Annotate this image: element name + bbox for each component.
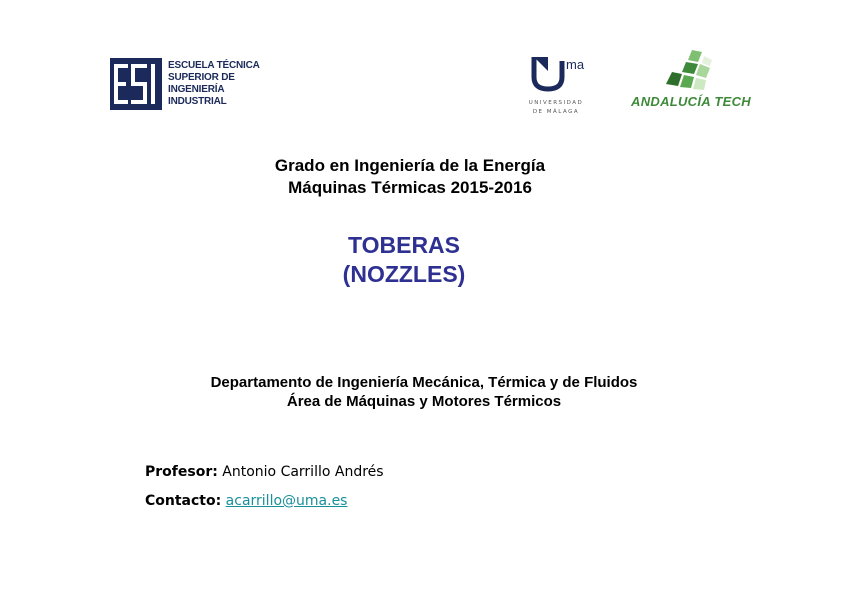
contact-email-link[interactable]: acarrillo@uma.es: [225, 493, 348, 509]
uma-mark-icon: [526, 55, 586, 95]
professor-name: Antonio Carrillo Andrés: [222, 464, 384, 480]
andalucia-tech-text: ANDALUCÍA TECH: [631, 94, 751, 109]
department-line: Departamento de Ingeniería Mecánica, Térmica y de Fluidos: [210, 374, 638, 391]
topic-title-main: TOBERAS: [347, 232, 461, 258]
svg-text:ma: ma: [566, 57, 585, 72]
course-line: Máquinas Térmicas 2015-2016: [288, 178, 532, 197]
course-heading: [0, 155, 820, 199]
etsii-logo: [110, 58, 270, 112]
area-line: Área de Máquinas y Motores Térmicos: [286, 393, 562, 410]
professor-label: Profesor:: [145, 464, 218, 480]
etsii-logo-text: ESCUELA TÉCNICA SUPERIOR DE INGENIERÍA INDUSTRIAL: [168, 60, 260, 107]
andalucia-tech-mark-icon: [662, 48, 714, 92]
professor-row: [145, 464, 384, 480]
topic-title-subtitle: (NOZZLES): [342, 261, 466, 287]
uma-caption: UNIVERSIDAD DE MÁLAGA: [528, 100, 584, 115]
degree-line: Grado en Ingeniería de la Energía: [274, 156, 546, 175]
uma-logo: [524, 55, 588, 119]
andalucia-tech-logo: [618, 48, 764, 112]
etsii-mark-icon: [110, 58, 162, 110]
department-heading: [0, 373, 848, 411]
contact-label: Contacto:: [145, 493, 222, 509]
topic-title: [0, 231, 808, 289]
contact-row: [145, 493, 347, 509]
